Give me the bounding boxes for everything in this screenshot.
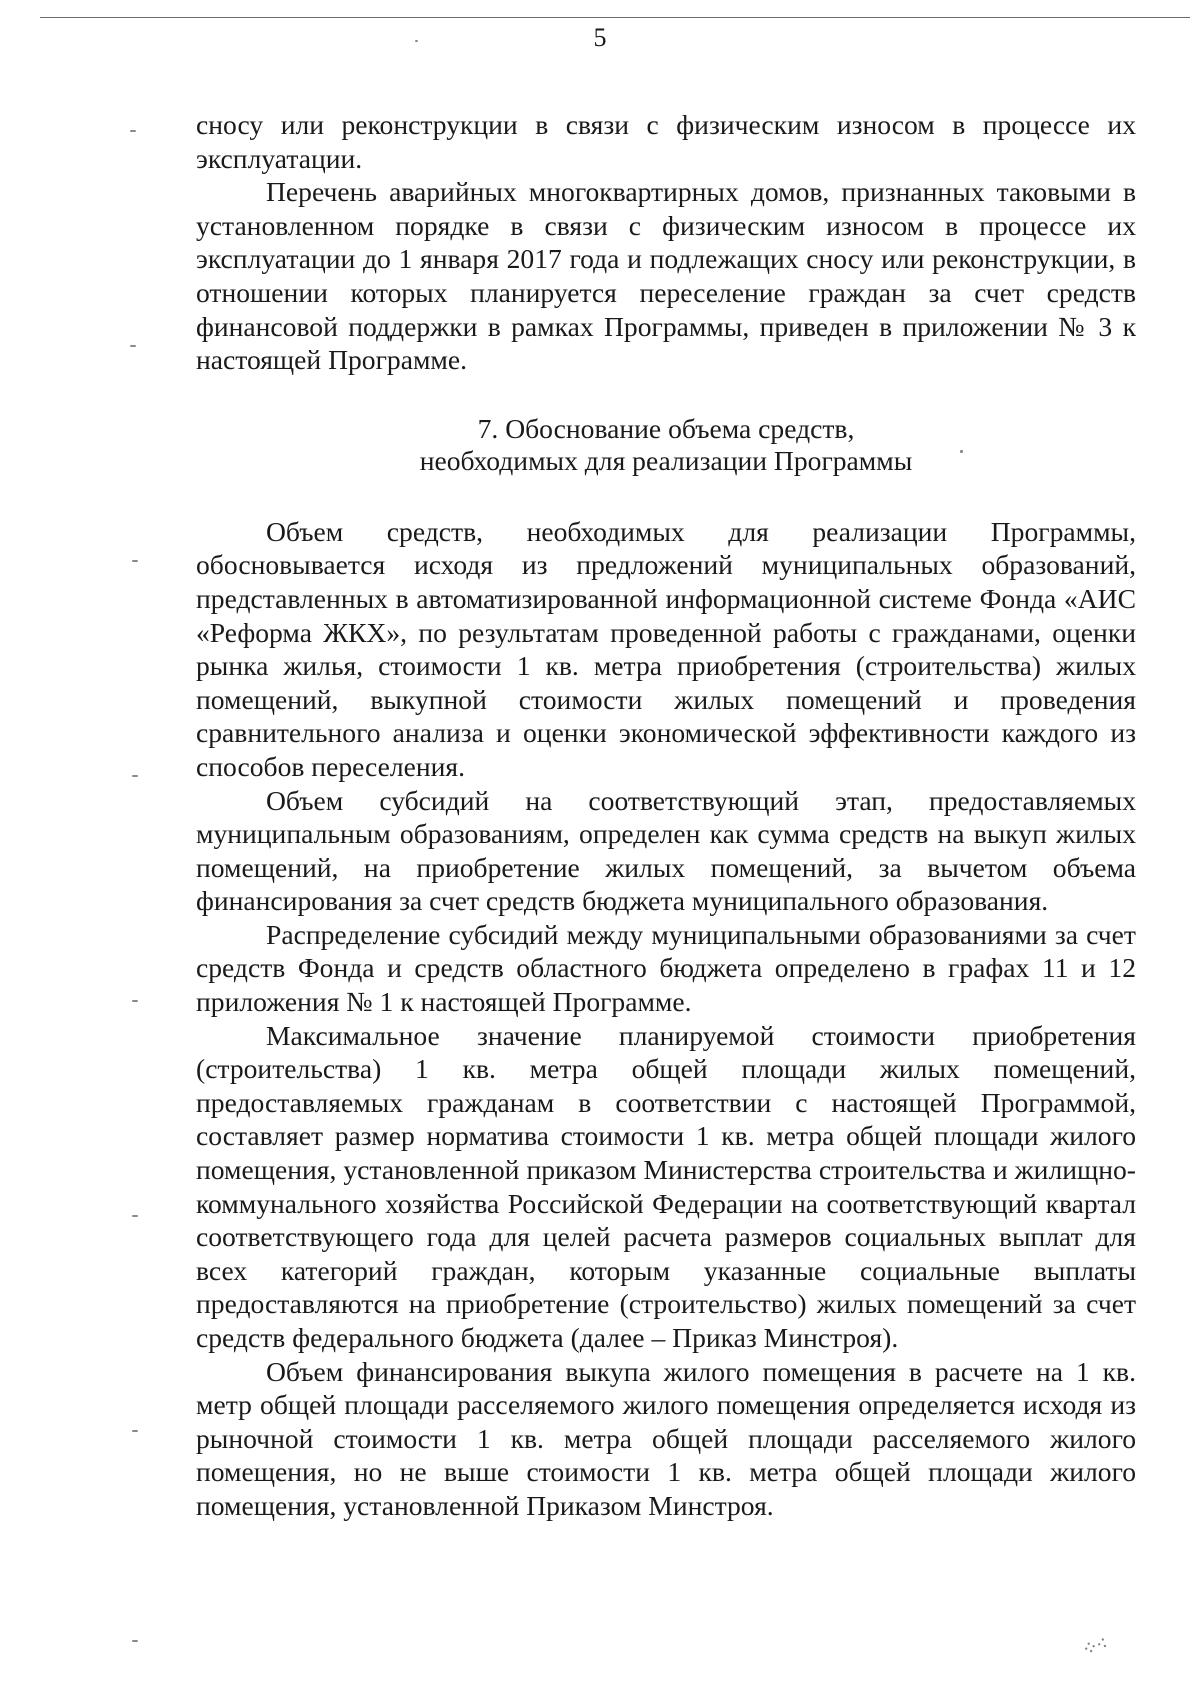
paragraph-subsidy-distribution: Распределение субсидий между муниципальными образованиями за счет средств Фонда и средств областного бюджета определено в графах 11 и 12 приложения № 1 к настоящей Программе. <box>196 918 1136 1018</box>
paragraph-maximum-cost: Максимальное значение планируемой стоимости приобретения (строительства) 1 кв. метра общей площади жилых помещений, предоставляемых гражданам в соответствии с настоящей Программой, составляет размер норматива стоимости 1 кв. метра общей площади жилого помещения, установленной приказом Министерства строительства и жилищно-коммунального хозяйства Российской Федерации на соответствующий квартал соответствующего года для целей расчета размеров социальных выплат для всех категорий граждан, которым указанные социальные выплаты предоставляются на приобретение (строительство) жилых помещений за счет средств федерального бюджета (далее – Приказ Минстроя). <box>196 1019 1136 1353</box>
scan-speck <box>132 775 138 777</box>
scan-speck <box>130 345 136 347</box>
section-heading <box>196 413 1136 477</box>
scan-speck <box>132 1000 138 1002</box>
scan-smudge-mark: ⁘⁖ <box>1078 1631 1110 1662</box>
scan-speck <box>132 1215 138 1217</box>
paragraph-buyout-financing: Объем финансирования выкупа жилого помещения в расчете на 1 кв. метр общей площади расселяемого жилого помещения определяется исходя из рыночной стоимости 1 кв. метра общей площади расселяемого жилого помещения, но не выше стоимости 1 кв. метра общей площади жилого помещения, установленной Приказом Минстроя. <box>196 1355 1136 1521</box>
paragraph-emergency-houses-list: Перечень аварийных многоквартирных домов, признанных таковыми в установленном порядке в связи с физическим износом в процессе их эксплуатации до 1 января 2017 года и подлежащих сносу или реконструкции, в отношении которых планируется переселение граждан за счет средств финансовой поддержки в рамках Программы, приведен в приложении № 3 к настоящей Программе. <box>196 176 1136 376</box>
paragraph-funding-volume: Объем средств, необходимых для реализации Программы, обосновывается исходя из предложений муниципальных образований, представленных в автоматизированной информационной системе Фонда «АИС «Реформа ЖКХ», по результатам проведенной работы с гражданами, оценки рынка жилья, стоимости 1 кв. метра приобретения (строительства) жилых помещений, выкупной стоимости жилых помещений и проведения сравнительного анализа и оценки экономической эффективности каждого из способов переселения. <box>196 515 1136 782</box>
scan-speck <box>132 1430 138 1432</box>
scan-top-edge-line <box>40 17 1190 18</box>
paragraph-subsidy-volume: Объем субсидий на соответствующий этап, предоставляемых муниципальным образованиям, определен как сумма средств на выкуп жилых помещений, на приобретение жилых помещений, за вычетом объема финансирования за счет средств бюджета муниципального образования. <box>196 784 1136 917</box>
paragraph-continuation: сносу или реконструкции в связи с физическим износом в процессе их эксплуатации. <box>196 109 1136 174</box>
scan-speck <box>132 1640 138 1642</box>
scan-speck <box>132 560 138 562</box>
document-body <box>196 108 1136 1523</box>
scan-speck <box>130 130 136 132</box>
section-heading-line-2: необходимых для реализации Программы <box>419 444 913 476</box>
page-number: 5 <box>593 23 607 52</box>
section-heading-line-1: 7. Обоснование объема средств, <box>477 412 855 444</box>
